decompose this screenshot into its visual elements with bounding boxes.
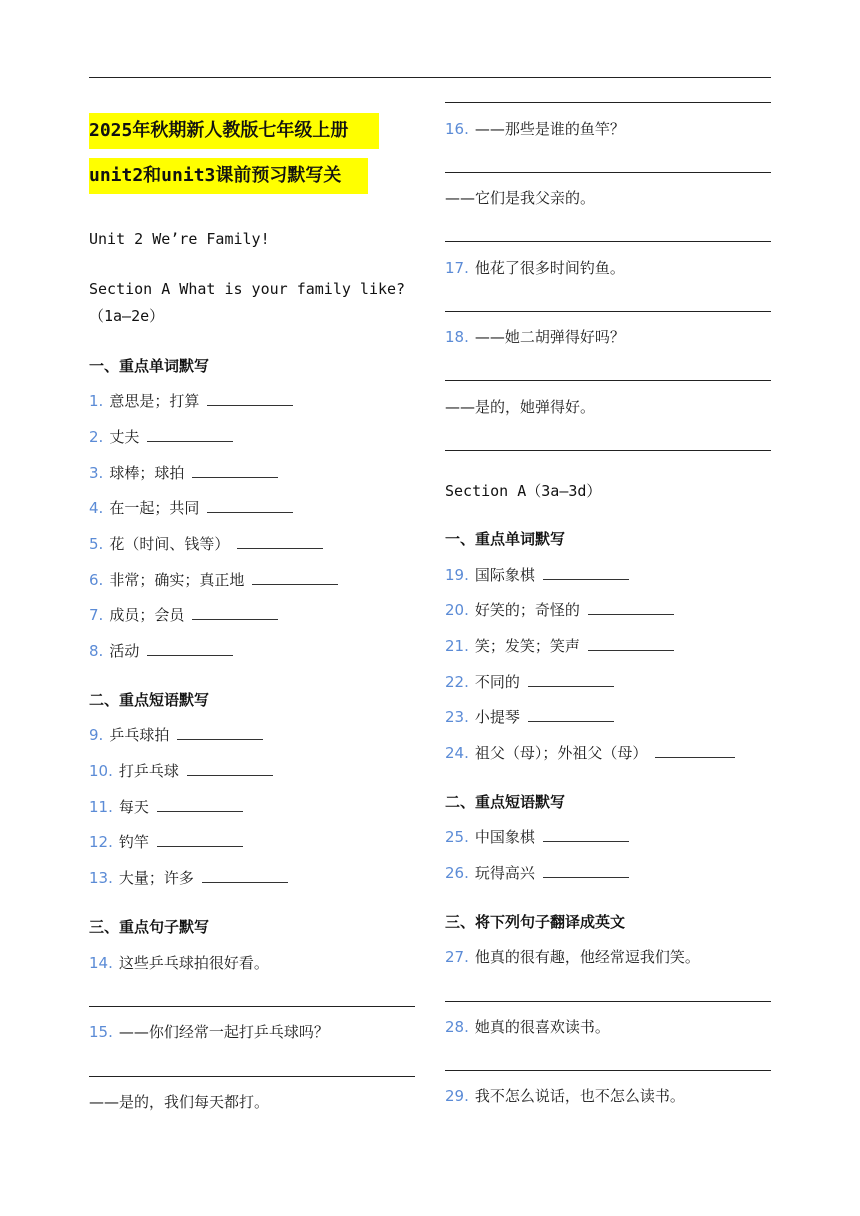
sentence-item-17 — [445, 257, 625, 278]
item-number: 12. — [89, 833, 113, 851]
answer-blank[interactable] — [543, 865, 629, 878]
item-number: 22. — [445, 673, 469, 691]
item-prompt: 成员；会员 — [109, 606, 185, 624]
answer-blank[interactable] — [157, 834, 243, 847]
item-prompt: 球棒；球拍 — [109, 464, 185, 482]
sentence-item-14 — [89, 952, 269, 973]
heading-key-words: 一、重点单词默写 — [89, 357, 210, 375]
item-prompt: 中国象棋 — [474, 828, 535, 846]
item-prompt: 不同的 — [474, 673, 520, 691]
item-prompt: ——那些是谁的鱼竿？ — [474, 120, 625, 138]
item-prompt: 大量；许多 — [118, 869, 194, 887]
reply-18: ——是的，她弹得好。 — [445, 398, 596, 416]
item-prompt: 非常；确实；真正地 — [109, 571, 245, 589]
unit-title: Unit 2 We’re Family! — [89, 230, 270, 248]
answer-blank[interactable] — [588, 602, 674, 615]
word-item-7 — [89, 604, 278, 625]
item-number: 25. — [445, 828, 469, 846]
item-number: 23. — [445, 708, 469, 726]
item-prompt: 活动 — [109, 642, 140, 660]
item-prompt: 意思是；打算 — [109, 392, 200, 410]
item-number: 14. — [89, 954, 113, 972]
item-prompt: 每天 — [118, 798, 149, 816]
answer-line[interactable] — [445, 102, 771, 103]
phrase-item-13 — [89, 867, 288, 888]
item-prompt: 在一起；共同 — [109, 499, 200, 517]
translate-item-27 — [445, 946, 700, 967]
answer-blank[interactable] — [237, 536, 323, 549]
item-number: 27. — [445, 948, 469, 966]
phrase-item-26 — [445, 862, 629, 883]
item-number: 11. — [89, 798, 113, 816]
item-number: 8. — [89, 642, 104, 660]
heading-key-sentences: 三、重点句子默写 — [89, 918, 210, 936]
heading-translate: 三、将下列句子翻译成英文 — [445, 913, 626, 931]
item-number: 9. — [89, 726, 104, 744]
section-a-range: （1a—2e） — [89, 307, 165, 325]
item-number: 7. — [89, 606, 104, 624]
item-number: 6. — [89, 571, 104, 589]
item-prompt: 玩得高兴 — [474, 864, 535, 882]
phrase-item-9 — [89, 724, 263, 745]
word-item-21 — [445, 635, 674, 656]
item-prompt: 花（时间、钱等） — [109, 535, 230, 553]
answer-blank[interactable] — [177, 727, 263, 740]
phrase-item-25 — [445, 826, 629, 847]
answer-blank[interactable] — [588, 638, 674, 651]
answer-blank[interactable] — [207, 393, 293, 406]
item-number: 17. — [445, 259, 469, 277]
answer-blank[interactable] — [528, 674, 614, 687]
heading-key-phrases: 二、重点短语默写 — [89, 691, 210, 709]
word-item-8 — [89, 640, 233, 661]
item-number: 5. — [89, 535, 104, 553]
answer-line[interactable] — [445, 241, 771, 242]
item-number: 16. — [445, 120, 469, 138]
item-number: 18. — [445, 328, 469, 346]
item-number: 21. — [445, 637, 469, 655]
item-prompt: 乒乓球拍 — [109, 726, 170, 744]
word-item-6 — [89, 569, 338, 590]
answer-blank[interactable] — [192, 607, 278, 620]
answer-line[interactable] — [445, 172, 771, 173]
answer-blank[interactable] — [147, 429, 233, 442]
answer-blank[interactable] — [528, 709, 614, 722]
translate-item-28 — [445, 1016, 610, 1037]
item-number: 15. — [89, 1023, 113, 1041]
item-prompt: 国际象棋 — [474, 566, 535, 584]
header-rule — [89, 77, 771, 78]
word-item-20 — [445, 599, 674, 620]
answer-blank[interactable] — [202, 870, 288, 883]
item-number: 1. — [89, 392, 104, 410]
document-title-line-1: 2025年秋期新人教版七年级上册 — [89, 113, 379, 149]
answer-blank[interactable] — [543, 567, 629, 580]
word-item-2 — [89, 426, 233, 447]
item-number: 13. — [89, 869, 113, 887]
answer-blank[interactable] — [157, 799, 243, 812]
item-number: 2. — [89, 428, 104, 446]
document-title-line-2: unit2和unit3课前预习默写关 — [89, 158, 368, 194]
phrase-item-11 — [89, 796, 243, 817]
phrase-item-12 — [89, 831, 243, 852]
item-number: 20. — [445, 601, 469, 619]
item-prompt: ——你们经常一起打乒乓球吗？ — [118, 1023, 329, 1041]
word-item-22 — [445, 671, 614, 692]
item-number: 24. — [445, 744, 469, 762]
item-prompt: 丈夫 — [109, 428, 140, 446]
answer-blank[interactable] — [252, 572, 338, 585]
item-prompt: 打乒乓球 — [118, 762, 179, 780]
heading-key-words-2: 一、重点单词默写 — [445, 530, 566, 548]
word-item-24 — [445, 742, 735, 763]
sentence-item-16 — [445, 118, 625, 139]
answer-blank[interactable] — [187, 763, 273, 776]
item-prompt: 我不怎么说话，也不怎么读书。 — [474, 1087, 685, 1105]
answer-blank[interactable] — [543, 829, 629, 842]
phrase-item-10 — [89, 760, 273, 781]
word-item-23 — [445, 706, 614, 727]
item-prompt: ——她二胡弹得好吗？ — [474, 328, 625, 346]
sentence-item-15 — [89, 1021, 329, 1042]
word-item-3 — [89, 462, 278, 483]
word-item-19 — [445, 564, 629, 585]
item-prompt: 他真的很有趣，他经常逗我们笑。 — [474, 948, 700, 966]
answer-blank[interactable] — [655, 745, 735, 758]
item-number: 26. — [445, 864, 469, 882]
reply-16: ——它们是我父亲的。 — [445, 189, 596, 207]
answer-line[interactable] — [89, 1006, 415, 1007]
item-prompt: 小提琴 — [474, 708, 520, 726]
item-number: 29. — [445, 1087, 469, 1105]
answer-line[interactable] — [445, 311, 771, 312]
answer-line[interactable] — [445, 1001, 771, 1002]
word-item-4 — [89, 497, 293, 518]
item-prompt: 祖父（母）；外祖父（母） — [474, 744, 648, 762]
item-prompt: 钓竿 — [118, 833, 149, 851]
item-prompt: 好笑的；奇怪的 — [474, 601, 580, 619]
item-number: 28. — [445, 1018, 469, 1036]
answer-line[interactable] — [445, 1070, 771, 1071]
answer-line[interactable] — [89, 1076, 415, 1077]
answer-line[interactable] — [445, 450, 771, 451]
word-item-1 — [89, 390, 293, 411]
answer-line[interactable] — [445, 380, 771, 381]
item-prompt: 笑；发笑；笑声 — [474, 637, 580, 655]
translate-item-29 — [445, 1085, 685, 1106]
section-a-3a-3d-title: Section A（3a—3d） — [445, 482, 602, 500]
answer-blank[interactable] — [207, 500, 293, 513]
item-number: 19. — [445, 566, 469, 584]
answer-blank[interactable] — [147, 643, 233, 656]
item-number: 4. — [89, 499, 104, 517]
reply-15: ——是的，我们每天都打。 — [89, 1093, 270, 1111]
item-number: 10. — [89, 762, 113, 780]
answer-blank[interactable] — [192, 465, 278, 478]
item-prompt: 她真的很喜欢读书。 — [474, 1018, 610, 1036]
item-number: 3. — [89, 464, 104, 482]
sentence-item-18 — [445, 326, 625, 347]
item-prompt: 这些乒乓球拍很好看。 — [118, 954, 269, 972]
section-a-title: Section A What is your family like? — [89, 280, 406, 298]
heading-key-phrases-2: 二、重点短语默写 — [445, 793, 566, 811]
word-item-5 — [89, 533, 323, 554]
item-prompt: 他花了很多时间钓鱼。 — [474, 259, 625, 277]
